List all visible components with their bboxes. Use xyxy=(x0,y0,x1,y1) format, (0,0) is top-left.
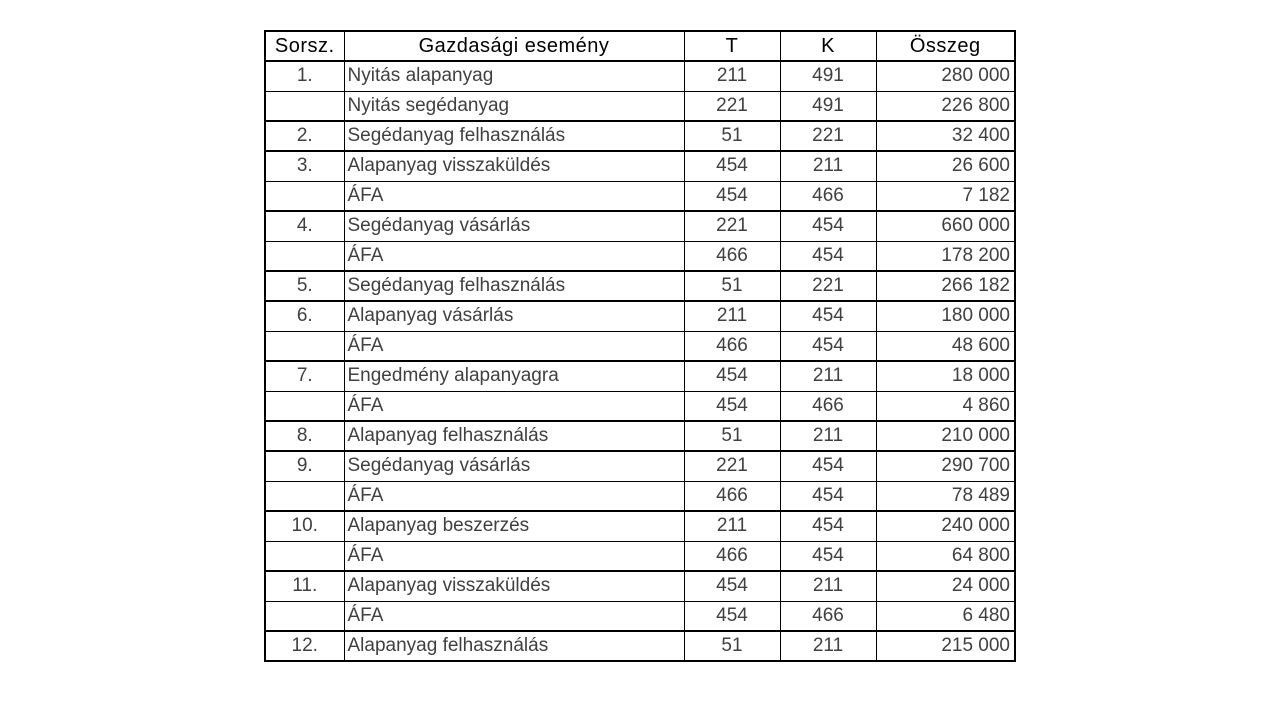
credit-account-cell: 454 xyxy=(780,211,876,241)
debit-account-cell: 221 xyxy=(684,211,780,241)
header-economic-event: Gazdasági esemény xyxy=(344,31,684,61)
sequence-number-cell: 4. xyxy=(265,211,344,241)
sequence-number-cell: 7. xyxy=(265,361,344,391)
amount-cell: 18 000 xyxy=(876,361,1015,391)
economic-event-cell: Segédanyag felhasználás xyxy=(344,271,684,301)
debit-account-cell: 454 xyxy=(684,391,780,421)
amount-cell: 180 000 xyxy=(876,301,1015,331)
debit-account-cell: 51 xyxy=(684,631,780,661)
economic-event-cell: Alapanyag felhasználás xyxy=(344,631,684,661)
economic-event-cell: Nyitás segédanyag xyxy=(344,91,684,121)
sequence-number-cell: 9. xyxy=(265,451,344,481)
economic-event-cell: Alapanyag beszerzés xyxy=(344,511,684,541)
table-row xyxy=(265,421,1015,451)
amount-cell: 64 800 xyxy=(876,541,1015,571)
table-row xyxy=(265,481,1015,511)
sequence-number-cell: 10. xyxy=(265,511,344,541)
debit-account-cell: 51 xyxy=(684,121,780,151)
debit-account-cell: 454 xyxy=(684,151,780,181)
credit-account-cell: 466 xyxy=(780,601,876,631)
debit-account-cell: 51 xyxy=(684,271,780,301)
credit-account-cell: 211 xyxy=(780,151,876,181)
sequence-number-cell: 11. xyxy=(265,571,344,601)
header-row xyxy=(265,31,1015,61)
amount-cell: 266 182 xyxy=(876,271,1015,301)
economic-event-cell: ÁFA xyxy=(344,391,684,421)
economic-event-cell: ÁFA xyxy=(344,181,684,211)
table-row xyxy=(265,571,1015,601)
credit-account-cell: 454 xyxy=(780,511,876,541)
debit-account-cell: 221 xyxy=(684,91,780,121)
sequence-number-cell xyxy=(265,181,344,211)
economic-event-cell: Engedmény alapanyagra xyxy=(344,361,684,391)
table-row xyxy=(265,181,1015,211)
sequence-number-cell xyxy=(265,541,344,571)
amount-cell: 26 600 xyxy=(876,151,1015,181)
sequence-number-cell xyxy=(265,331,344,361)
debit-account-cell: 211 xyxy=(684,61,780,91)
economic-event-cell: ÁFA xyxy=(344,481,684,511)
debit-account-cell: 466 xyxy=(684,241,780,271)
economic-event-cell: ÁFA xyxy=(344,241,684,271)
table-body xyxy=(265,61,1015,661)
economic-event-cell: Alapanyag visszaküldés xyxy=(344,571,684,601)
debit-account-cell: 211 xyxy=(684,511,780,541)
table-row xyxy=(265,241,1015,271)
economic-event-cell: Segédanyag vásárlás xyxy=(344,451,684,481)
amount-cell: 78 489 xyxy=(876,481,1015,511)
debit-account-cell: 454 xyxy=(684,571,780,601)
economic-event-cell: Alapanyag felhasználás xyxy=(344,421,684,451)
table-row xyxy=(265,601,1015,631)
economic-event-cell: ÁFA xyxy=(344,541,684,571)
table-row xyxy=(265,271,1015,301)
credit-account-cell: 466 xyxy=(780,391,876,421)
debit-account-cell: 466 xyxy=(684,331,780,361)
amount-cell: 280 000 xyxy=(876,61,1015,91)
credit-account-cell: 454 xyxy=(780,481,876,511)
header-credit: K xyxy=(780,31,876,61)
sequence-number-cell xyxy=(265,91,344,121)
debit-account-cell: 454 xyxy=(684,361,780,391)
table-row xyxy=(265,391,1015,421)
ledger-table xyxy=(264,30,1016,662)
table-row xyxy=(265,541,1015,571)
amount-cell: 240 000 xyxy=(876,511,1015,541)
sequence-number-cell xyxy=(265,241,344,271)
credit-account-cell: 454 xyxy=(780,541,876,571)
credit-account-cell: 221 xyxy=(780,271,876,301)
sequence-number-cell: 2. xyxy=(265,121,344,151)
credit-account-cell: 211 xyxy=(780,631,876,661)
credit-account-cell: 211 xyxy=(780,421,876,451)
table-row xyxy=(265,301,1015,331)
sequence-number-cell: 5. xyxy=(265,271,344,301)
header-debit: T xyxy=(684,31,780,61)
sequence-number-cell xyxy=(265,481,344,511)
credit-account-cell: 211 xyxy=(780,571,876,601)
sequence-number-cell: 8. xyxy=(265,421,344,451)
table-row xyxy=(265,151,1015,181)
ledger-table-container xyxy=(264,30,1016,662)
credit-account-cell: 454 xyxy=(780,451,876,481)
debit-account-cell: 221 xyxy=(684,451,780,481)
table-row xyxy=(265,631,1015,661)
sequence-number-cell: 3. xyxy=(265,151,344,181)
amount-cell: 290 700 xyxy=(876,451,1015,481)
amount-cell: 215 000 xyxy=(876,631,1015,661)
sequence-number-cell: 12. xyxy=(265,631,344,661)
amount-cell: 24 000 xyxy=(876,571,1015,601)
economic-event-cell: ÁFA xyxy=(344,601,684,631)
sequence-number-cell: 1. xyxy=(265,61,344,91)
amount-cell: 7 182 xyxy=(876,181,1015,211)
table-row xyxy=(265,121,1015,151)
table-row xyxy=(265,451,1015,481)
economic-event-cell: Alapanyag vásárlás xyxy=(344,301,684,331)
debit-account-cell: 466 xyxy=(684,481,780,511)
credit-account-cell: 454 xyxy=(780,331,876,361)
debit-account-cell: 454 xyxy=(684,601,780,631)
debit-account-cell: 51 xyxy=(684,421,780,451)
amount-cell: 48 600 xyxy=(876,331,1015,361)
table-row xyxy=(265,61,1015,91)
economic-event-cell: Segédanyag felhasználás xyxy=(344,121,684,151)
table-row xyxy=(265,91,1015,121)
table-row xyxy=(265,331,1015,361)
credit-account-cell: 454 xyxy=(780,301,876,331)
debit-account-cell: 211 xyxy=(684,301,780,331)
table-row xyxy=(265,511,1015,541)
credit-account-cell: 466 xyxy=(780,181,876,211)
header-sequence-number: Sorsz. xyxy=(265,31,344,61)
table-row xyxy=(265,211,1015,241)
debit-account-cell: 454 xyxy=(684,181,780,211)
credit-account-cell: 211 xyxy=(780,361,876,391)
economic-event-cell: Nyitás alapanyag xyxy=(344,61,684,91)
credit-account-cell: 221 xyxy=(780,121,876,151)
sequence-number-cell: 6. xyxy=(265,301,344,331)
sequence-number-cell xyxy=(265,601,344,631)
amount-cell: 178 200 xyxy=(876,241,1015,271)
amount-cell: 210 000 xyxy=(876,421,1015,451)
amount-cell: 660 000 xyxy=(876,211,1015,241)
debit-account-cell: 466 xyxy=(684,541,780,571)
economic-event-cell: Segédanyag vásárlás xyxy=(344,211,684,241)
credit-account-cell: 491 xyxy=(780,91,876,121)
amount-cell: 226 800 xyxy=(876,91,1015,121)
sequence-number-cell xyxy=(265,391,344,421)
amount-cell: 32 400 xyxy=(876,121,1015,151)
credit-account-cell: 491 xyxy=(780,61,876,91)
amount-cell: 4 860 xyxy=(876,391,1015,421)
economic-event-cell: ÁFA xyxy=(344,331,684,361)
header-amount: Összeg xyxy=(876,31,1015,61)
amount-cell: 6 480 xyxy=(876,601,1015,631)
credit-account-cell: 454 xyxy=(780,241,876,271)
table-row xyxy=(265,361,1015,391)
economic-event-cell: Alapanyag visszaküldés xyxy=(344,151,684,181)
